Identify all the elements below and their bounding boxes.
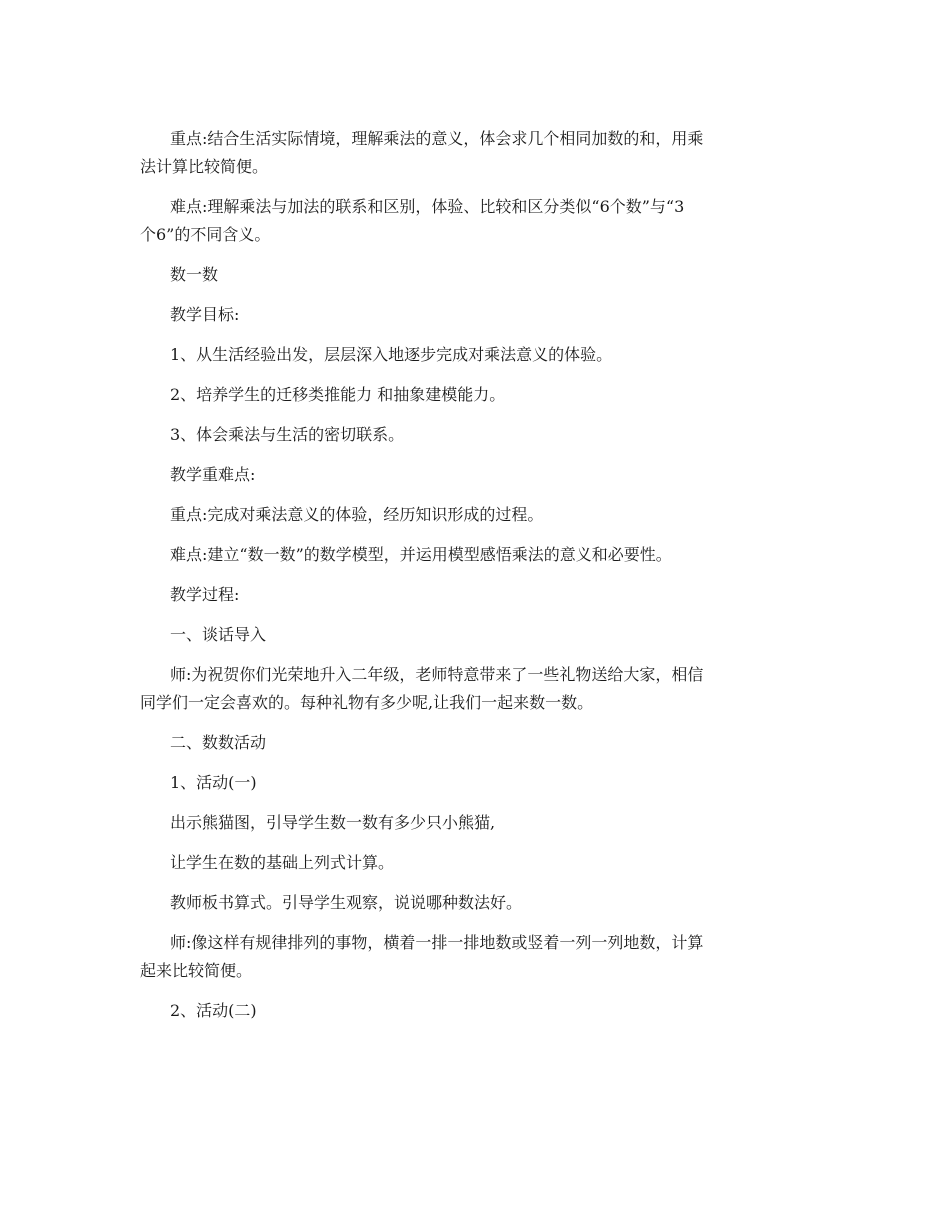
paragraph-line: 师:为祝贺你们光荣地升入二年级，老师特意带来了一些礼物送给大家，相信 xyxy=(170,665,704,684)
document-paragraph xyxy=(140,929,810,985)
document-paragraph xyxy=(170,341,810,369)
paragraph-line: 起来比较简便。 xyxy=(140,961,253,980)
paragraph-line: 法计算比较简便。 xyxy=(140,157,269,176)
document-paragraph xyxy=(140,125,810,181)
paragraph-line: 教学重难点: xyxy=(170,465,256,484)
document-paragraph xyxy=(170,889,810,917)
paragraph-line: 让学生在数的基础上列式计算。 xyxy=(170,853,395,872)
document-body xyxy=(140,125,810,1037)
document-paragraph xyxy=(170,421,810,449)
document-paragraph xyxy=(170,261,810,289)
paragraph-line: 难点:理解乘法与加法的联系和区别，体验、比较和区分类似“6个数”与“3 xyxy=(170,197,685,216)
document-paragraph xyxy=(140,661,810,717)
paragraph-line: 数一数 xyxy=(170,265,219,284)
document-paragraph xyxy=(170,621,810,649)
paragraph-line: 个6”的不同含义。 xyxy=(140,225,271,244)
paragraph-line: 难点:建立“数一数”的数学模型，并运用模型感悟乘法的意义和必要性。 xyxy=(170,545,672,564)
document-paragraph xyxy=(170,849,810,877)
document-paragraph xyxy=(170,729,810,757)
document-paragraph xyxy=(140,193,810,249)
paragraph-line: 一、谈话导入 xyxy=(170,625,267,644)
paragraph-line: 出示熊猫图，引导学生数一数有多少只小熊猫, xyxy=(170,813,496,832)
paragraph-line: 2、活动(二) xyxy=(170,1001,257,1020)
paragraph-line: 重点:结合生活实际情境，理解乘法的意义，体会求几个相同加数的和，用乘 xyxy=(170,129,704,148)
paragraph-line: 同学们一定会喜欢的。每种礼物有多少呢,让我们一起来数一数。 xyxy=(140,693,594,712)
document-paragraph xyxy=(170,461,810,489)
document-paragraph xyxy=(170,769,810,797)
document-paragraph xyxy=(170,541,810,569)
document-paragraph xyxy=(170,501,810,529)
document-paragraph xyxy=(170,381,810,409)
paragraph-line: 教学目标: xyxy=(170,305,240,324)
paragraph-line: 二、数数活动 xyxy=(170,733,267,752)
document-paragraph xyxy=(170,809,810,837)
paragraph-line: 教学过程: xyxy=(170,585,240,604)
document-paragraph xyxy=(170,301,810,329)
paragraph-line: 教师板书算式。引导学生观察，说说哪种数法好。 xyxy=(170,893,523,912)
paragraph-line: 师:像这样有规律排列的事物，横着一排一排地数或竖着一列一列地数，计算 xyxy=(170,933,704,952)
paragraph-line: 2、培养学生的迁移类推能力 和抽象建模能力。 xyxy=(170,385,506,404)
paragraph-line: 重点:完成对乘法意义的体验，经历知识形成的过程。 xyxy=(170,505,544,524)
paragraph-line: 1、活动(一) xyxy=(170,773,257,792)
document-paragraph xyxy=(170,997,810,1025)
document-paragraph xyxy=(170,581,810,609)
paragraph-line: 3、体会乘法与生活的密切联系。 xyxy=(170,425,405,444)
paragraph-line: 1、从生活经验出发，层层深入地逐步完成对乘法意义的体验。 xyxy=(170,345,613,364)
